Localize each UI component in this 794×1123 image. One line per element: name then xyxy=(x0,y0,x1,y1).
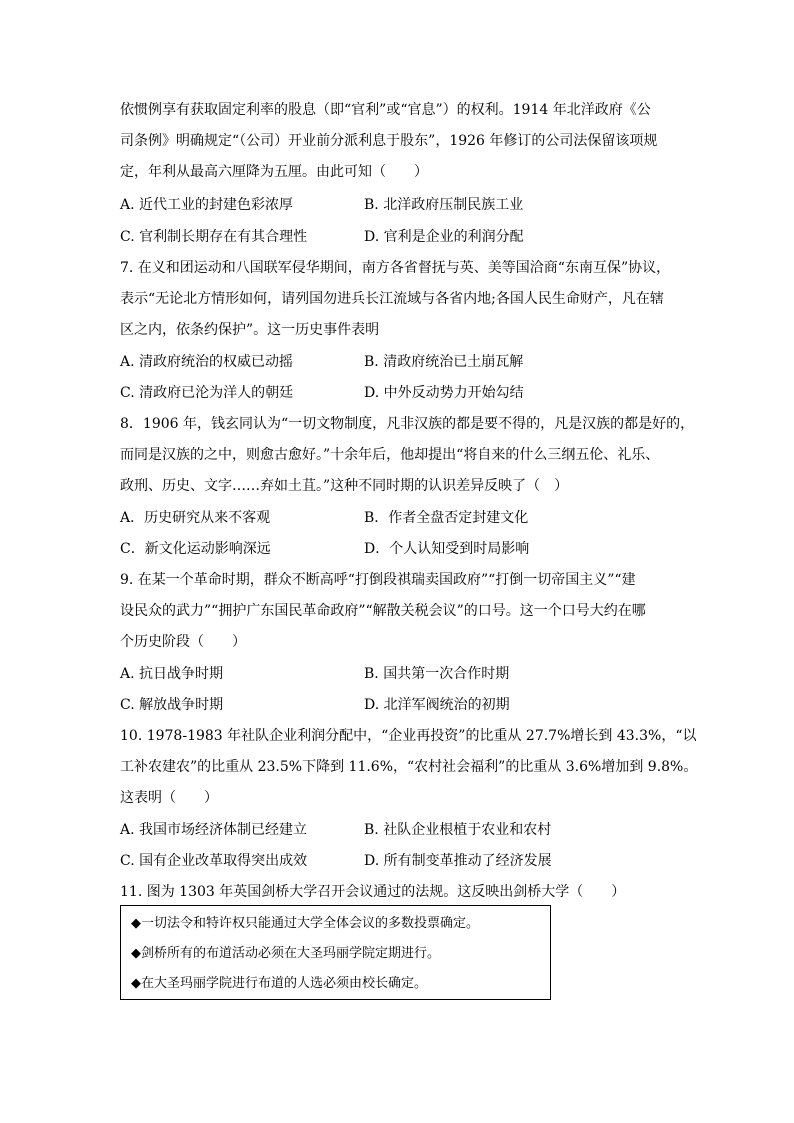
q6-text-line-2: 司条例》明确规定“（公司）开业前分派利息于股东”，1926 年修订的公司法保留该项规 xyxy=(120,133,658,149)
q10-option-b: B. 社队企业根植于农业和农村 xyxy=(364,822,552,838)
q8-option-a: A．历史研究从来不客观 xyxy=(120,510,271,526)
q7-text-line-2: 表示“无论北方情形如何，请列国勿进兵长江流域与各省内地;各国人民生命财产，凡在辖 xyxy=(120,291,664,307)
q7-option-c: C. 清政府已沦为洋人的朝廷 xyxy=(120,385,294,401)
q7-text-line-1: 7. 在义和团运动和八国联军侵华期间，南方各省督抚与英、美等国洽商“东南互保”协议， xyxy=(120,260,671,276)
q9-text-line-1: 9. 在某一个革命时期，群众不断高呼“打倒段祺瑞卖国政府”“打倒一切帝国主义”“建 xyxy=(120,572,636,588)
regulation-item-1: ◆一切法令和特许权只能通过大学全体会议的多数投票确定。 xyxy=(131,916,479,931)
regulation-item-2: ◆剑桥所有的布道活动必须在大圣玛丽学院定期进行。 xyxy=(131,946,440,961)
q10-option-a: A. 我国市场经济体制已经建立 xyxy=(120,822,308,838)
q10-option-d: D. 所有制变革推动了经济发展 xyxy=(364,853,552,869)
q6-text-line-3: 定，年利从最高六厘降为五厘。由此可知（ ） xyxy=(120,164,428,180)
q8-text-line-2: 而同是汉族的之中，则愈古愈好。”十余年后，他却提出“将自来的什么三纲五伦、礼乐、 xyxy=(120,447,660,463)
q6-option-d: D. 官利是企业的利润分配 xyxy=(364,229,524,245)
q11-text-line: 11. 图为 1303 年英国剑桥大学召开会议通过的法规。这反映出剑桥大学（ ） xyxy=(120,884,626,900)
q6-option-b: B. 北洋政府压制民族工业 xyxy=(364,197,524,213)
q6-option-c: C. 官利制长期存在有其合理性 xyxy=(120,229,308,245)
q8-option-b: B．作者全盘否定封建文化 xyxy=(364,510,529,526)
q10-option-c: C. 国有企业改革取得突出成效 xyxy=(120,853,308,869)
q8-option-c: C．新文化运动影响深远 xyxy=(120,541,271,557)
q7-option-d: D. 中外反动势力开始勾结 xyxy=(364,385,524,401)
q10-text-line-2: 工补农建农”的比重从 23.5%下降到 11.6%，“农村社会福利”的比重从 3.6%增加到 9.8%。 xyxy=(120,759,698,775)
q8-text-line-3: 政刑、历史、文字……弃如土苴。”这种不同时期的认识差异反映了（ ） xyxy=(120,478,569,494)
q8-text-line-1: 8．1906 年，钱玄同认为“一切文物制度，凡非汉族的都是要不得的，凡是汉族的都是好的， xyxy=(120,416,695,432)
q9-option-a: A. 抗日战争时期 xyxy=(120,666,224,682)
q9-option-b: B. 国共第一次合作时期 xyxy=(364,666,510,682)
q8-option-d: D．个人认知受到时局影响 xyxy=(364,541,530,557)
regulation-item-3: ◆在大圣玛丽学院进行布道的人选必须由校长确定。 xyxy=(131,976,427,991)
q9-text-line-3: 个历史阶段（ ） xyxy=(120,634,246,650)
q10-text-line-1: 10. 1978-1983 年社队企业利润分配中，“企业再投资”的比重从 27.7%增长到 43.3%，“以 xyxy=(120,728,697,744)
q7-text-line-3: 区之内，依条约保护”。这一历史事件表明 xyxy=(120,322,380,338)
q9-option-c: C. 解放战争时期 xyxy=(120,697,224,713)
q6-option-a: A. 近代工业的封建色彩浓厚 xyxy=(120,197,294,213)
q10-text-line-3: 这表明（ ） xyxy=(120,790,218,806)
q7-option-b: B. 清政府统治已土崩瓦解 xyxy=(364,354,524,370)
q7-option-a: A. 清政府统治的权威已动摇 xyxy=(120,354,294,370)
q11-regulations-box xyxy=(120,905,551,1000)
q9-option-d: D. 北洋军阀统治的初期 xyxy=(364,697,510,713)
q6-text-line-1: 依惯例享有获取固定利率的股息（即“官利”或“官息”）的权利。1914 年北洋政府《公 xyxy=(120,102,651,118)
q9-text-line-2: 设民众的武力”“拥护广东国民革命政府”“解散关税会议”的口号。这一个口号大约在哪 xyxy=(120,603,646,619)
